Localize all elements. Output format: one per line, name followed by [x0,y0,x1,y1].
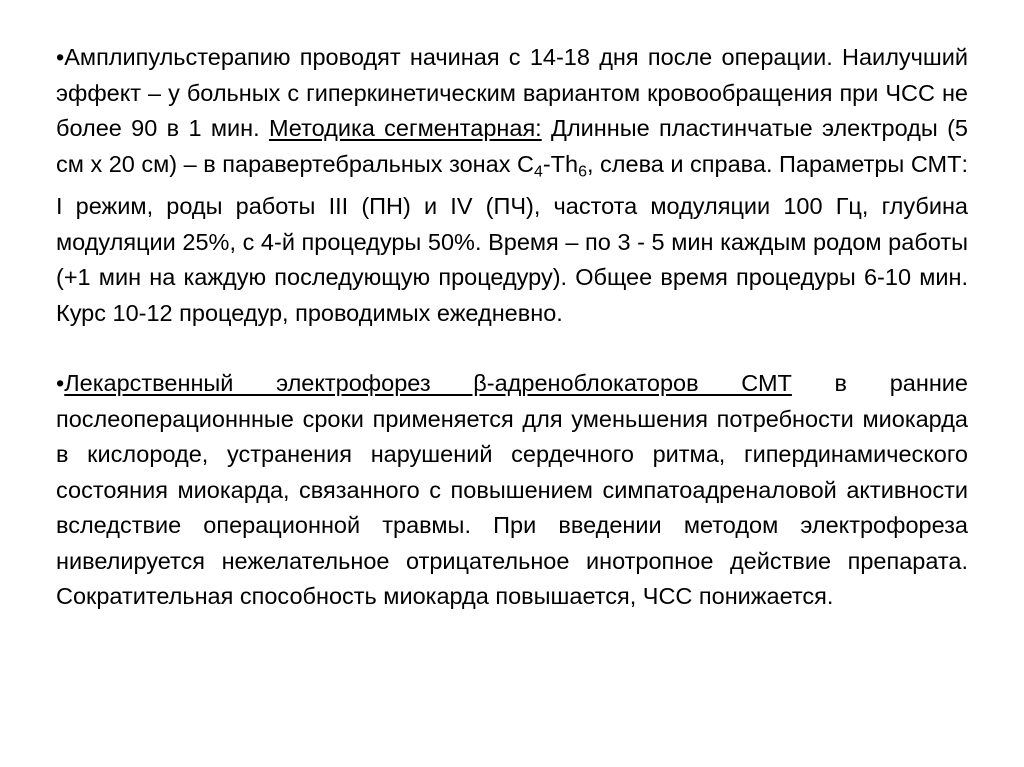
bullet-marker-2: • [56,370,65,397]
amplipulse-parameters-text: , слева и справа. Параметры СМТ: I режим, роды работы III (ПН) и IV (ПЧ), частота модуляции 100 Гц, глубина модуляции 25%, с 4-й процедуры 50%. Время – по 3 - 5 мин каждым родом работы (+1 мин на каждую последующую процедуру). Общее время процедуры 6-10 мин. Курс 10-12 процедур, проводимых ежедневно. [56,150,968,326]
amplipulse-intro-text: Амплипульстерапию проводят начиная с 14-18 дня после операции. Наилучший эффект – у больных с гиперкинетическим вариантом кровообращения при ЧСС не более 90 в 1 мин. [56,44,968,141]
zone-th-label: -Th [542,150,579,177]
amplipulse-electrodes-text: Длинные пластинчатые электроды (5 см х 20 см) – в паравертебральных зонах С [56,115,969,177]
method-segmental-heading: Методика сегментарная: [268,115,542,141]
paragraph-electrophoresis [56,366,968,615]
electrophoresis-heading: Лекарственный электрофорез β-адреноблокаторов СМТ [64,370,792,397]
electrophoresis-body-text: в ранние послеоперационнные сроки применяется для уменьшения потребности миокарда в кислороде, устранения нарушений сердечного ритма, гипердинамического состояния миокарда, связанного с повышением симпатоадреналовой активности вследствие операционной травмы. При введении методом электрофореза нивелируется нежелательное отрицательное инотропное действие препарата. Сократительная способность миокарда повышается, ЧСС понижается. [56,370,968,610]
bullet-marker-1: • [56,44,65,70]
zone-th-subscript: 6 [578,162,587,180]
paragraph-amplipulse-therapy [56,40,968,331]
zone-c-subscript: 4 [533,162,543,180]
